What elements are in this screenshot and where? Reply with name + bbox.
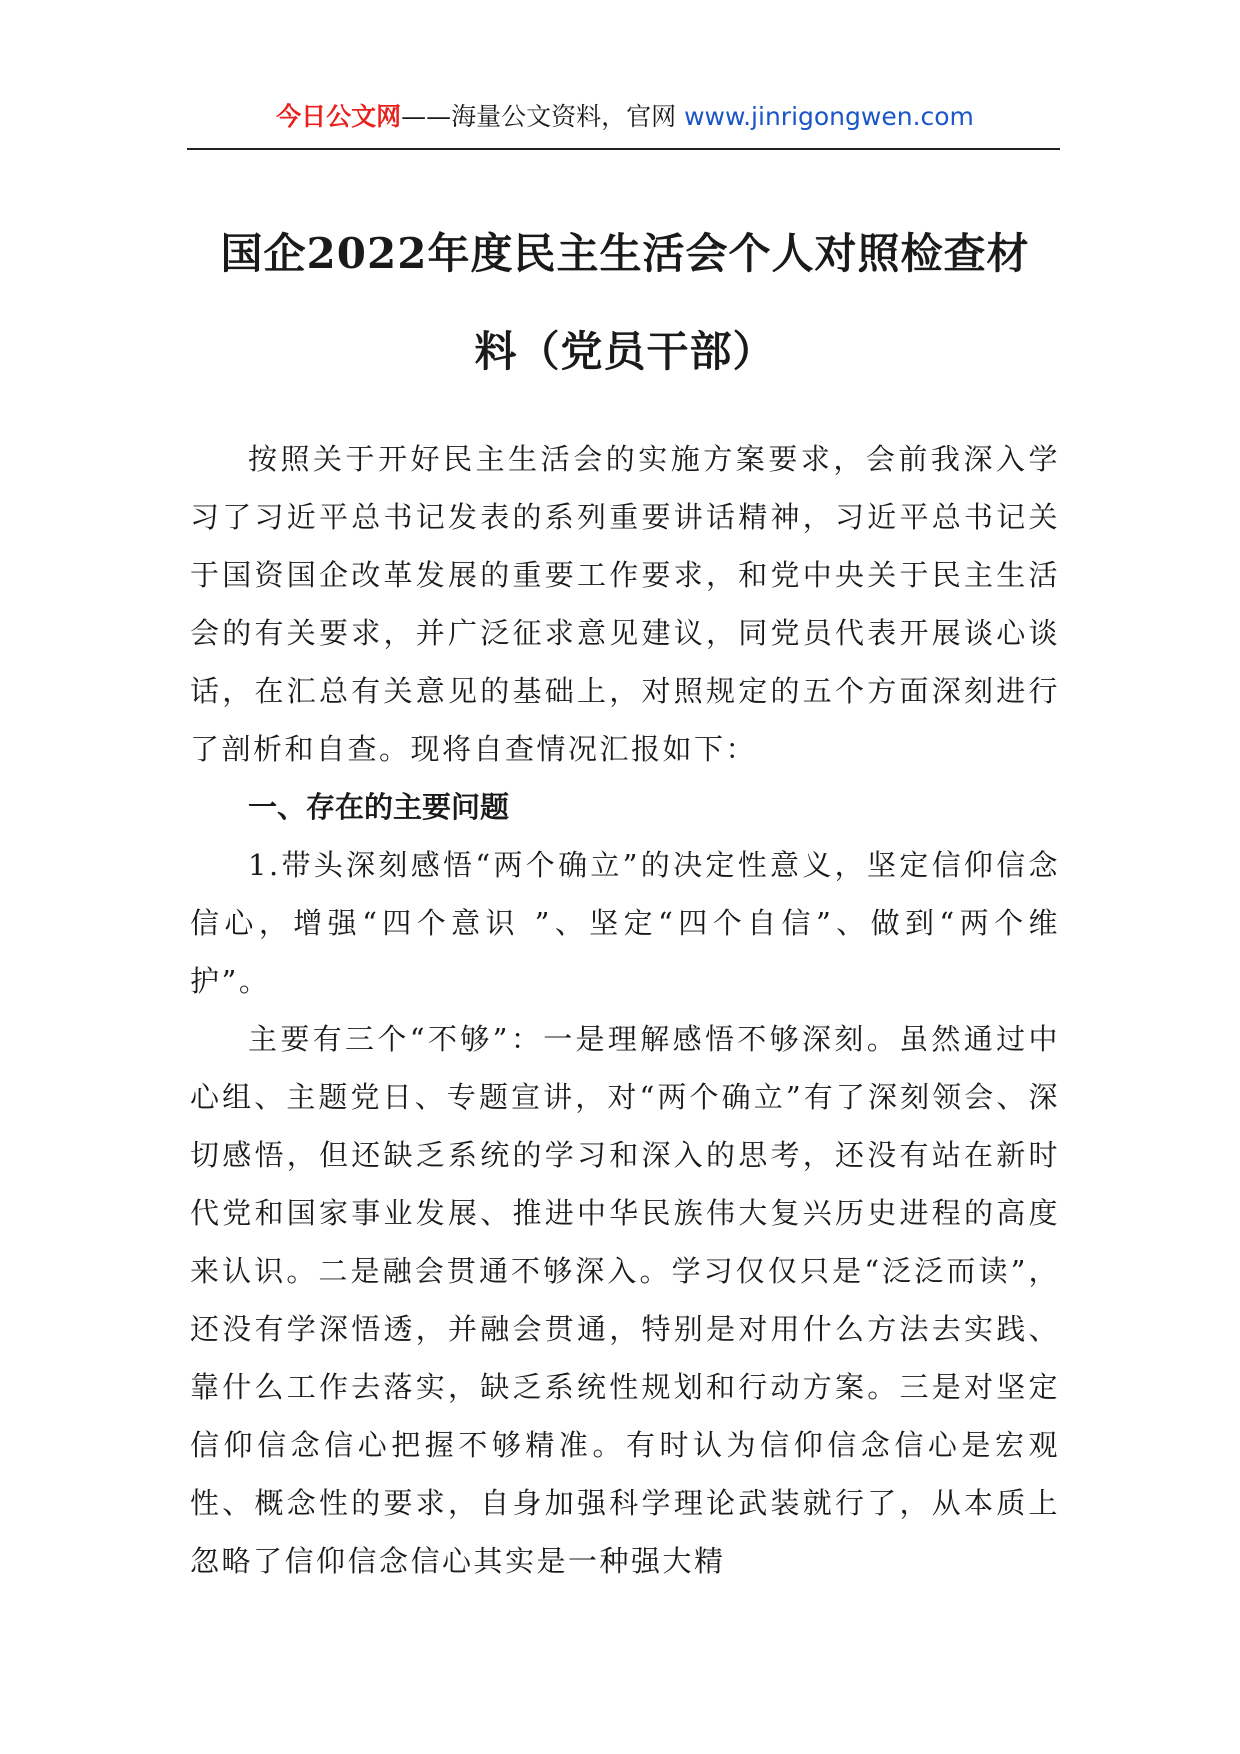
analysis-paragraph: 主要有三个“不够”：一是理解感悟不够深刻。虽然通过中心组、主题党日、专题宣讲，对“两个确立”有了深刻领会、深切感悟，但还缺乏系统的学习和深入的思考，还没有站在新时代党和国家事业发展、推进中华民族伟大复兴历史进程的高度来认识。二是融会贯通不够深入。学习仅仅只是“泛泛而读”，还没有学深悟透，并融会贯通，特别是对用什么方法去实践、靠什么工作去落实，缺乏系统性规划和行动方案。三是对坚定信仰信念信心把握不够精准。有时认为信仰信念信心是宏观性、概念性的要求，自身加强科学理论武装就行了，从本质上忽略了信仰信念信心其实是一种强大精 <box>190 1022 1060 1578</box>
item-1-paragraph: 1.带头深刻感悟“两个确立”的决定性意义，坚定信仰信念信心，增强“四个意识 ”、坚定“四个自信”、做到“两个维护”。 <box>190 848 1060 998</box>
site-name: 今日公文网 <box>276 102 402 131</box>
document-body <box>190 430 1060 1590</box>
document-title <box>190 205 1060 401</box>
section-heading: 一、存在的主要问题 <box>248 790 510 824</box>
site-url-link[interactable]: www.jinrigongwen.com <box>684 102 974 131</box>
document-title-line-1: 国企2022年度民主生活会个人对照检查材 <box>220 229 1030 278</box>
site-header <box>190 100 1060 134</box>
header-divider <box>187 148 1060 150</box>
intro-paragraph: 按照关于开好民主生活会的实施方案要求，会前我深入学习了习近平总书记发表的系列重要讲话精神，习近平总书记关于国资国企改革发展的重要工作要求，和党中央关于民主生活会的有关要求，并广泛征求意见建议，同党员代表开展谈心谈话，在汇总有关意见的基础上，对照规定的五个方面深刻进行了剖析和自查。现将自查情况汇报如下： <box>190 442 1060 766</box>
site-tagline: ——海量公文资料，官网 <box>401 102 685 131</box>
document-title-line-2: 料（党员干部） <box>474 327 776 376</box>
